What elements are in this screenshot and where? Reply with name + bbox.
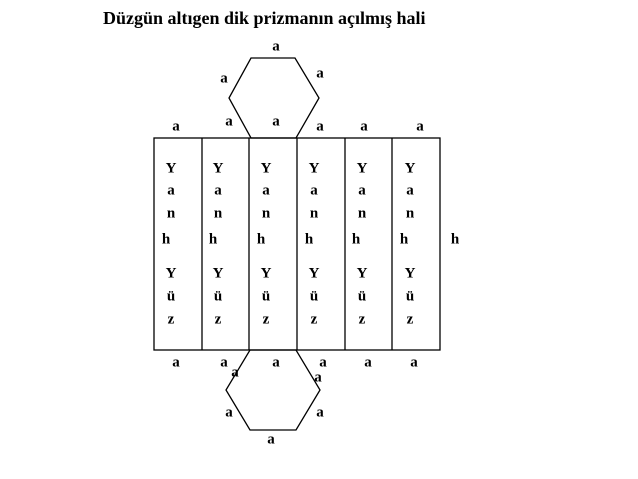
face-1-text: z xyxy=(167,311,175,328)
face-bottom-edge-label: a xyxy=(172,354,180,371)
face-3-text: z xyxy=(262,311,270,328)
face-bottom-edge-label: a xyxy=(410,354,418,371)
bottom-hex-edge-label: a xyxy=(267,431,275,448)
face-6-text: z xyxy=(406,311,414,328)
face-top-edge-label: a xyxy=(416,118,424,135)
top-hex-edge-label: a xyxy=(272,113,280,130)
face-4-text: Y xyxy=(308,265,320,282)
top-hex-edge-label: a xyxy=(316,65,324,82)
face-2-text: a xyxy=(214,182,222,199)
face-6-height-label: h xyxy=(399,231,409,248)
face-1-text: Y xyxy=(165,160,177,177)
face-4-text: Y xyxy=(308,160,320,177)
face-6-text: Y xyxy=(404,265,416,282)
face-4-text: z xyxy=(310,311,318,328)
face-1-text: a xyxy=(167,182,175,199)
face-2-text: z xyxy=(214,311,222,328)
face-4-height-label: h xyxy=(304,231,314,248)
face-4-text: ü xyxy=(309,288,319,305)
face-top-edge-label: a xyxy=(172,118,180,135)
face-3-text: a xyxy=(262,182,270,199)
face-bottom-edge-label: a xyxy=(319,354,327,371)
face-5-height-label: h xyxy=(351,231,361,248)
bottom-hex-edge-label: a xyxy=(316,404,324,421)
face-1-text: Y xyxy=(165,265,177,282)
face-6-text: ü xyxy=(405,288,415,305)
face-3-text: Y xyxy=(260,265,272,282)
face-3-text: Y xyxy=(260,160,272,177)
face-4-text: a xyxy=(310,182,318,199)
face-5-text: z xyxy=(358,311,366,328)
face-5-text: a xyxy=(358,182,366,199)
face-2-text: ü xyxy=(213,288,223,305)
face-5-text: Y xyxy=(356,160,368,177)
outer-height-label: h xyxy=(450,231,460,248)
face-bottom-edge-label: a xyxy=(220,354,228,371)
face-1-text: ü xyxy=(166,288,176,305)
face-3-height-label: h xyxy=(256,231,266,248)
face-5-text: Y xyxy=(356,265,368,282)
face-2-text: Y xyxy=(212,265,224,282)
top-hex-edge-label: a xyxy=(220,70,228,87)
face-2-height-label: h xyxy=(208,231,218,248)
face-6-text: a xyxy=(406,182,414,199)
face-3-text: n xyxy=(261,205,271,222)
face-top-edge-label: a xyxy=(316,118,324,135)
face-1-height-label: h xyxy=(161,231,171,248)
face-bottom-edge-label: a xyxy=(364,354,372,371)
top-hex-edge-label: a xyxy=(272,38,280,55)
diagram-title: Düzgün altıgen dik prizmanın açılmış hali xyxy=(103,8,426,28)
face-top-edge-label: a xyxy=(360,118,368,135)
face-4-text: n xyxy=(309,205,319,222)
bottom-hex-edge-label: a xyxy=(231,364,239,381)
bottom-hex-edge-label: a xyxy=(314,369,322,386)
face-1-text: n xyxy=(166,205,176,222)
face-6-text: Y xyxy=(404,160,416,177)
face-2-text: Y xyxy=(212,160,224,177)
face-6-text: n xyxy=(405,205,415,222)
top-hex-edge-label: a xyxy=(225,113,233,130)
face-2-text: n xyxy=(213,205,223,222)
face-5-text: n xyxy=(357,205,367,222)
face-3-text: ü xyxy=(261,288,271,305)
face-5-text: ü xyxy=(357,288,367,305)
bottom-hex-edge-label: a xyxy=(225,404,233,421)
face-bottom-edge-label: a xyxy=(272,354,280,371)
